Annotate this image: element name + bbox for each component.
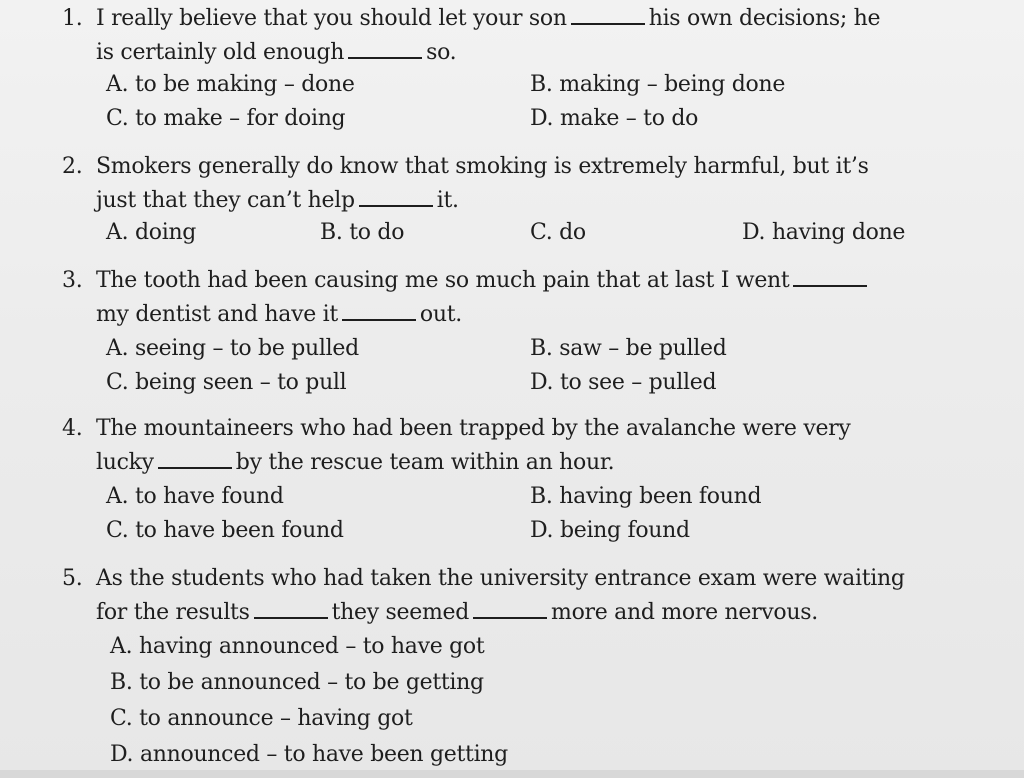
q3-option-b: B. saw – be pulled bbox=[530, 336, 727, 361]
q1-text-b: his own decisions; he bbox=[648, 6, 881, 31]
q5-option-d: D. announced – to have been getting bbox=[110, 742, 508, 767]
q3-line2 bbox=[96, 302, 462, 328]
q1-option-c: C. to make – for doing bbox=[106, 106, 346, 131]
q1-line2 bbox=[96, 40, 456, 66]
q4-option-c: C. to have been found bbox=[106, 518, 344, 543]
q1-option-d: D. make – to do bbox=[530, 106, 699, 131]
q4-option-a: A. to have found bbox=[106, 484, 284, 509]
q5-text-b: for the results bbox=[96, 600, 250, 625]
q3-option-d: D. to see – pulled bbox=[530, 370, 717, 395]
q5-text-d: more and more nervous. bbox=[551, 600, 818, 625]
q1-blank-1 bbox=[571, 9, 645, 25]
q4-blank-1 bbox=[158, 453, 232, 469]
q1-blank-2 bbox=[348, 43, 422, 59]
q2-option-c: C. do bbox=[530, 220, 586, 245]
q1-text-d: so. bbox=[426, 40, 457, 65]
q5-text-a: As the students who had taken the university entrance exam were waiting bbox=[96, 566, 905, 591]
q1-text-c: is certainly old enough bbox=[96, 40, 345, 65]
q3-option-a: A. seeing – to be pulled bbox=[106, 336, 359, 361]
q3-blank-1 bbox=[793, 271, 867, 287]
q1-number: 1. bbox=[62, 6, 83, 31]
q4-line1 bbox=[62, 416, 851, 442]
q2-text-a: Smokers generally do know that smoking is extremely harmful, but it’s bbox=[96, 154, 869, 179]
q3-line1 bbox=[62, 268, 871, 294]
q2-text-b: just that they can’t help bbox=[96, 188, 355, 213]
q3-option-c: C. being seen – to pull bbox=[106, 370, 347, 395]
q4-number: 4. bbox=[62, 416, 83, 441]
q1-option-a: A. to be making – done bbox=[106, 72, 355, 97]
q4-option-d: D. being found bbox=[530, 518, 690, 543]
q1-line1 bbox=[62, 6, 880, 32]
q2-line1 bbox=[62, 154, 869, 180]
q5-option-c: C. to announce – having got bbox=[110, 706, 413, 731]
q3-text-a: The tooth had been causing me so much pain that at last I went bbox=[96, 268, 790, 293]
q2-option-a: A. doing bbox=[106, 220, 197, 245]
page-bottom-edge bbox=[0, 770, 1024, 778]
q2-blank-1 bbox=[359, 191, 433, 207]
q3-blank-2 bbox=[342, 305, 416, 321]
q5-text-c: they seemed bbox=[331, 600, 470, 625]
q2-option-b: B. to do bbox=[320, 220, 405, 245]
q4-text-b: lucky bbox=[96, 450, 154, 475]
q4-text-c: by the rescue team within an hour. bbox=[235, 450, 615, 475]
q3-text-b: my dentist and have it bbox=[96, 302, 338, 327]
q4-option-b: B. having been found bbox=[530, 484, 762, 509]
q5-option-a: A. having announced – to have got bbox=[110, 634, 485, 659]
q5-number: 5. bbox=[62, 566, 83, 591]
q4-line2 bbox=[96, 450, 614, 476]
q1-option-b: B. making – being done bbox=[530, 72, 786, 97]
q2-option-d: D. having done bbox=[742, 220, 906, 245]
q5-option-b: B. to be announced – to be getting bbox=[110, 670, 484, 695]
q5-line2 bbox=[96, 600, 818, 626]
q5-line1 bbox=[62, 566, 905, 592]
q5-blank-1 bbox=[254, 603, 328, 619]
q2-number: 2. bbox=[62, 154, 83, 179]
q2-line2 bbox=[96, 188, 459, 214]
q1-text-a: I really believe that you should let your son bbox=[96, 6, 567, 31]
q3-text-c: out. bbox=[419, 302, 462, 327]
q4-text-a: The mountaineers who had been trapped by the avalanche were very bbox=[96, 416, 851, 441]
q2-text-c: it. bbox=[436, 188, 459, 213]
q5-blank-2 bbox=[473, 603, 547, 619]
q3-number: 3. bbox=[62, 268, 83, 293]
